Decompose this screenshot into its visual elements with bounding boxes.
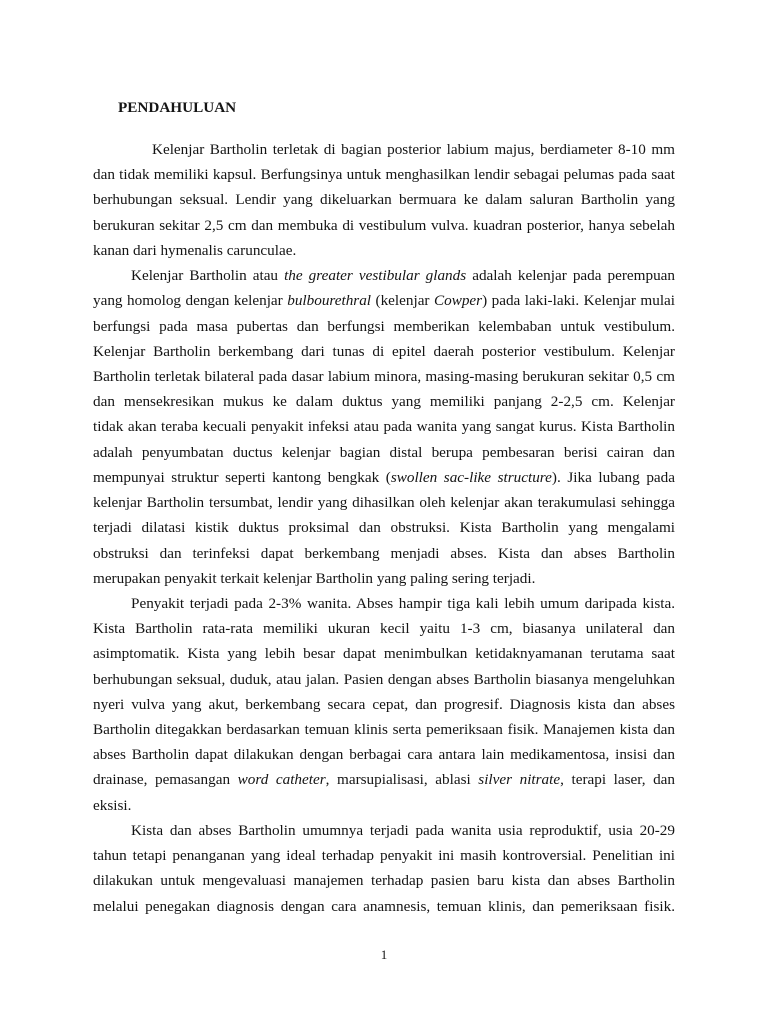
text-line: berhubungan seksual, duduk, atau jalan. Pasien dengan abses Bartholin biasanya mengeluhkan (93, 670, 675, 688)
italic-term: bulbourethral (287, 292, 372, 310)
text-line: Kista dan abses Bartholin umumnya terjadi pada wanita usia reproduktif, usia 20-29 (131, 821, 675, 839)
text-line: Penyakit terjadi pada 2-3% wanita. Abses hampir tiga kali lebih umum daripada kista. (131, 594, 675, 612)
text-line: dan tidak memiliki kapsul. Berfungsinya untuk menghasilkan lendir sebagai pelumas pada saat (93, 166, 675, 184)
text-line (93, 465, 675, 490)
paragraph (93, 137, 675, 263)
text-run: adalah kelenjar pada perempuan (466, 267, 675, 285)
text-line: terjadi dilatasi kistik duktus proksimal dan obstruksi. Kista Bartholin yang mengalami (93, 519, 675, 537)
text-line: eksisi. (93, 796, 132, 814)
paragraph (93, 263, 675, 591)
italic-term: silver nitrate (478, 771, 561, 789)
section-heading: PENDAHULUAN (118, 99, 237, 116)
text-line: kelenjar Bartholin tersumbat, lendir yang dihasilkan oleh kelenjar akan terakumulasi sehingga (93, 494, 675, 512)
text-line: dan mensekresikan mukus ke dalam duktus yang memiliki panjang 2-2,5 cm. Kelenjar (93, 393, 675, 411)
text-line: Bartholin terletak bilateral pada dasar labium minora, masing-masing berukuran sekitar 0,5 cm (93, 367, 675, 385)
page-number: 1 (380, 947, 388, 962)
document-body (93, 137, 675, 919)
italic-term: swollen sac-like structure (390, 468, 552, 486)
text-line: merupakan penyakit terkait kelenjar Bartholin yang paling sering terjadi. (93, 569, 536, 587)
text-line: berukuran sekitar 2,5 cm dan membuka di vestibulum vulva. kuadran posterior, hanya sebelah (93, 216, 675, 234)
paragraph (93, 591, 675, 818)
text-line: melalui penegakan diagnosis dengan cara anamnesis, temuan klinis, dan pemeriksaan fisik. (93, 897, 675, 915)
text-line (93, 767, 675, 792)
text-line: Bartholin ditegakkan berdasarkan temuan klinis serta pemeriksaan fisik. Manajemen kista dan (93, 721, 675, 739)
text-run: drainase, pemasangan (93, 771, 238, 789)
text-line: asimptomatik. Kista yang lebih besar dapat menimbulkan ketidaknyamanan terutama saat (93, 645, 675, 663)
text-line: dilakukan untuk mengevaluasi manajemen terhadap pasien baru kista dan abses Bartholin (93, 872, 675, 890)
italic-term: Cowper (433, 292, 483, 310)
text-run: ). Jika lubang pada (551, 468, 675, 486)
text-line: berhubungan seksual. Lendir yang dikeluarkan bermuara ke dalam saluran Bartholin yang (93, 191, 675, 209)
paragraph (93, 818, 675, 919)
italic-term: the greater vestibular glands (284, 267, 467, 285)
text-run: yang homolog dengan kelenjar (93, 292, 288, 310)
text-run: , marsupialisasi, ablasi (325, 771, 479, 789)
text-line: adalah penyumbatan ductus kelenjar bagian distal berupa pembesaran berisi cairan dan (93, 443, 675, 461)
text-run: Kelenjar Bartholin atau (131, 267, 285, 285)
text-run: mempunyai struktur seperti kantong bengkak ( (93, 468, 391, 486)
text-line: obstruksi dan terinfeksi dapat berkembang menjadi abses. Kista dan abses Bartholin (93, 544, 675, 562)
text-line: tidak akan teraba kecuali penyakit infeksi atau pada wanita yang sangat kurus. Kista Bartholin (93, 418, 675, 436)
text-line: Kista Bartholin rata-rata memiliki ukuran kecil yaitu 1-3 cm, biasanya unilateral dan (93, 620, 675, 638)
text-line: Kelenjar Bartholin berkembang dari tunas di epitel daerah posterior vestibulum. Kelenjar (93, 342, 675, 360)
text-line (93, 263, 675, 288)
text-line: nyeri vulva yang akut, berkembang secara cepat, dan progresif. Diagnosis kista dan abses (93, 695, 675, 713)
text-line: Kelenjar Bartholin terletak di bagian posterior labium majus, berdiameter 8-10 mm (152, 141, 675, 158)
text-run: (kelenjar (371, 292, 434, 310)
italic-term: word catheter (237, 771, 326, 789)
text-run: , terapi laser, dan (560, 771, 675, 789)
text-line (93, 288, 675, 313)
text-line: tahun tetapi penanganan yang ideal terhadap penyakit ini masih kontroversial. Penelitian ini (93, 847, 675, 865)
text-line: kanan dari hymenalis carunculae. (93, 241, 297, 259)
text-run: ) pada laki-laki. Kelenjar mulai (482, 292, 675, 310)
text-line: abses Bartholin dapat dilakukan dengan berbagai cara antara lain medikamentosa, insisi dan (93, 746, 675, 764)
text-line: berfungsi pada masa pubertas dan berfungsi memberikan kelembaban untuk vestibulum. (93, 317, 675, 335)
